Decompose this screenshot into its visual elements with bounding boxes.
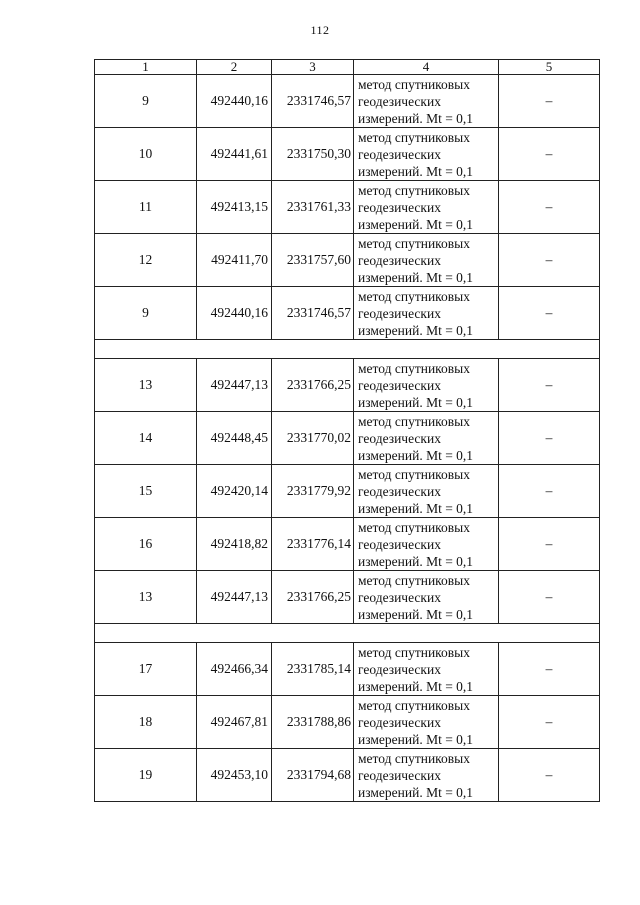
method-line: измерений. Mt = 0,1 [358,500,474,516]
method-line: измерений. Mt = 0,1 [358,553,474,569]
extra-cell: – [499,234,600,287]
coordinate-y-cell: 2331770,02 [272,412,354,465]
extra-cell: – [499,359,600,412]
method-line: измерений. Mt = 0,1 [358,447,474,463]
method-line: измерений. Mt = 0,1 [358,784,474,800]
point-number-cell: 17 [95,643,197,696]
coordinate-y-cell: 2331750,30 [272,128,354,181]
coordinate-y-cell: 2331766,25 [272,571,354,624]
method-line: измерений. Mt = 0,1 [358,269,474,285]
table-gap-row [95,340,600,359]
point-number-cell: 13 [95,359,197,412]
coordinate-y-cell: 2331776,14 [272,518,354,571]
extra-cell: – [499,696,600,749]
method-cell [354,518,499,571]
coordinate-x-cell: 492447,13 [197,571,272,624]
method-cell [354,359,499,412]
extra-cell: – [499,749,600,802]
method-line: метод спутниковых [358,288,470,304]
coordinate-y-cell: 2331746,57 [272,287,354,340]
header-cell-2: 2 [197,60,272,75]
method-line: измерений. Mt = 0,1 [358,678,474,694]
method-line: геодезических [358,305,441,321]
point-number-cell: 19 [95,749,197,802]
method-line: метод спутниковых [358,644,470,660]
method-cell [354,465,499,518]
method-line: метод спутниковых [358,466,470,482]
header-cell-4: 4 [354,60,499,75]
point-number-cell: 9 [95,75,197,128]
method-line: измерений. Mt = 0,1 [358,322,474,338]
coordinate-x-cell: 492466,34 [197,643,272,696]
coordinate-x-cell: 492411,70 [197,234,272,287]
extra-cell: – [499,571,600,624]
point-number-cell: 13 [95,571,197,624]
method-line: измерений. Mt = 0,1 [358,731,474,747]
table-row [95,465,600,518]
method-line: метод спутниковых [358,519,470,535]
table-row [95,571,600,624]
method-cell [354,412,499,465]
method-line: геодезических [358,146,441,162]
method-line: геодезических [358,377,441,393]
table-row [95,518,600,571]
gap-cell [95,624,600,643]
header-cell-3: 3 [272,60,354,75]
coordinate-y-cell: 2331746,57 [272,75,354,128]
method-cell [354,287,499,340]
method-cell [354,234,499,287]
point-number-cell: 9 [95,287,197,340]
table-gap-row [95,624,600,643]
header-cell-5: 5 [499,60,600,75]
extra-cell: – [499,75,600,128]
extra-cell: – [499,181,600,234]
gap-cell [95,340,600,359]
method-cell [354,571,499,624]
point-number-cell: 16 [95,518,197,571]
table-row [95,287,600,340]
extra-cell: – [499,465,600,518]
extra-cell: – [499,518,600,571]
method-line: метод спутниковых [358,76,470,92]
point-number-cell: 18 [95,696,197,749]
table-row [95,75,600,128]
extra-cell: – [499,128,600,181]
coordinate-y-cell: 2331779,92 [272,465,354,518]
point-number-cell: 15 [95,465,197,518]
table-row [95,749,600,802]
coordinate-y-cell: 2331788,86 [272,696,354,749]
method-line: геодезических [358,93,441,109]
point-number-cell: 12 [95,234,197,287]
coordinate-x-cell: 492453,10 [197,749,272,802]
coordinate-x-cell: 492447,13 [197,359,272,412]
page-number: 112 [310,23,330,37]
method-line: геодезических [358,199,441,215]
method-line: геодезических [358,714,441,730]
method-line: метод спутниковых [358,697,470,713]
table-header-row [95,60,600,75]
coordinate-y-cell: 2331794,68 [272,749,354,802]
point-number-cell: 14 [95,412,197,465]
method-cell [354,128,499,181]
method-line: геодезических [358,661,441,677]
coordinate-y-cell: 2331761,33 [272,181,354,234]
table-row [95,359,600,412]
method-line: измерений. Mt = 0,1 [358,216,474,232]
coordinate-y-cell: 2331757,60 [272,234,354,287]
coordinate-y-cell: 2331785,14 [272,643,354,696]
table-row [95,696,600,749]
method-line: метод спутниковых [358,235,470,251]
method-line: измерений. Mt = 0,1 [358,394,474,410]
coordinate-x-cell: 492420,14 [197,465,272,518]
extra-cell: – [499,287,600,340]
coordinate-x-cell: 492467,81 [197,696,272,749]
coordinates-table [94,59,600,802]
table-row [95,412,600,465]
coordinate-y-cell: 2331766,25 [272,359,354,412]
coordinate-x-cell: 492441,61 [197,128,272,181]
method-cell [354,643,499,696]
method-cell [354,749,499,802]
method-line: измерений. Mt = 0,1 [358,606,474,622]
method-cell [354,181,499,234]
method-line: геодезических [358,536,441,552]
coordinate-x-cell: 492413,15 [197,181,272,234]
method-line: метод спутниковых [358,182,470,198]
coordinate-x-cell: 492440,16 [197,287,272,340]
table-body [95,60,600,802]
method-line: метод спутниковых [358,360,470,376]
table-row [95,128,600,181]
method-line: геодезических [358,483,441,499]
coordinate-x-cell: 492440,16 [197,75,272,128]
method-line: геодезических [358,252,441,268]
point-number-cell: 10 [95,128,197,181]
coordinate-x-cell: 492448,45 [197,412,272,465]
method-line: измерений. Mt = 0,1 [358,163,474,179]
method-line: геодезических [358,767,441,783]
method-line: геодезических [358,430,441,446]
table-row [95,643,600,696]
method-line: метод спутниковых [358,750,470,766]
method-line: геодезических [358,589,441,605]
header-cell-1: 1 [95,60,197,75]
method-cell [354,696,499,749]
table-row [95,234,600,287]
coordinate-x-cell: 492418,82 [197,518,272,571]
method-line: измерений. Mt = 0,1 [358,110,474,126]
method-line: метод спутниковых [358,413,470,429]
table-row [95,181,600,234]
method-cell [354,75,499,128]
point-number-cell: 11 [95,181,197,234]
extra-cell: – [499,412,600,465]
method-line: метод спутниковых [358,572,470,588]
extra-cell: – [499,643,600,696]
method-line: метод спутниковых [358,129,470,145]
